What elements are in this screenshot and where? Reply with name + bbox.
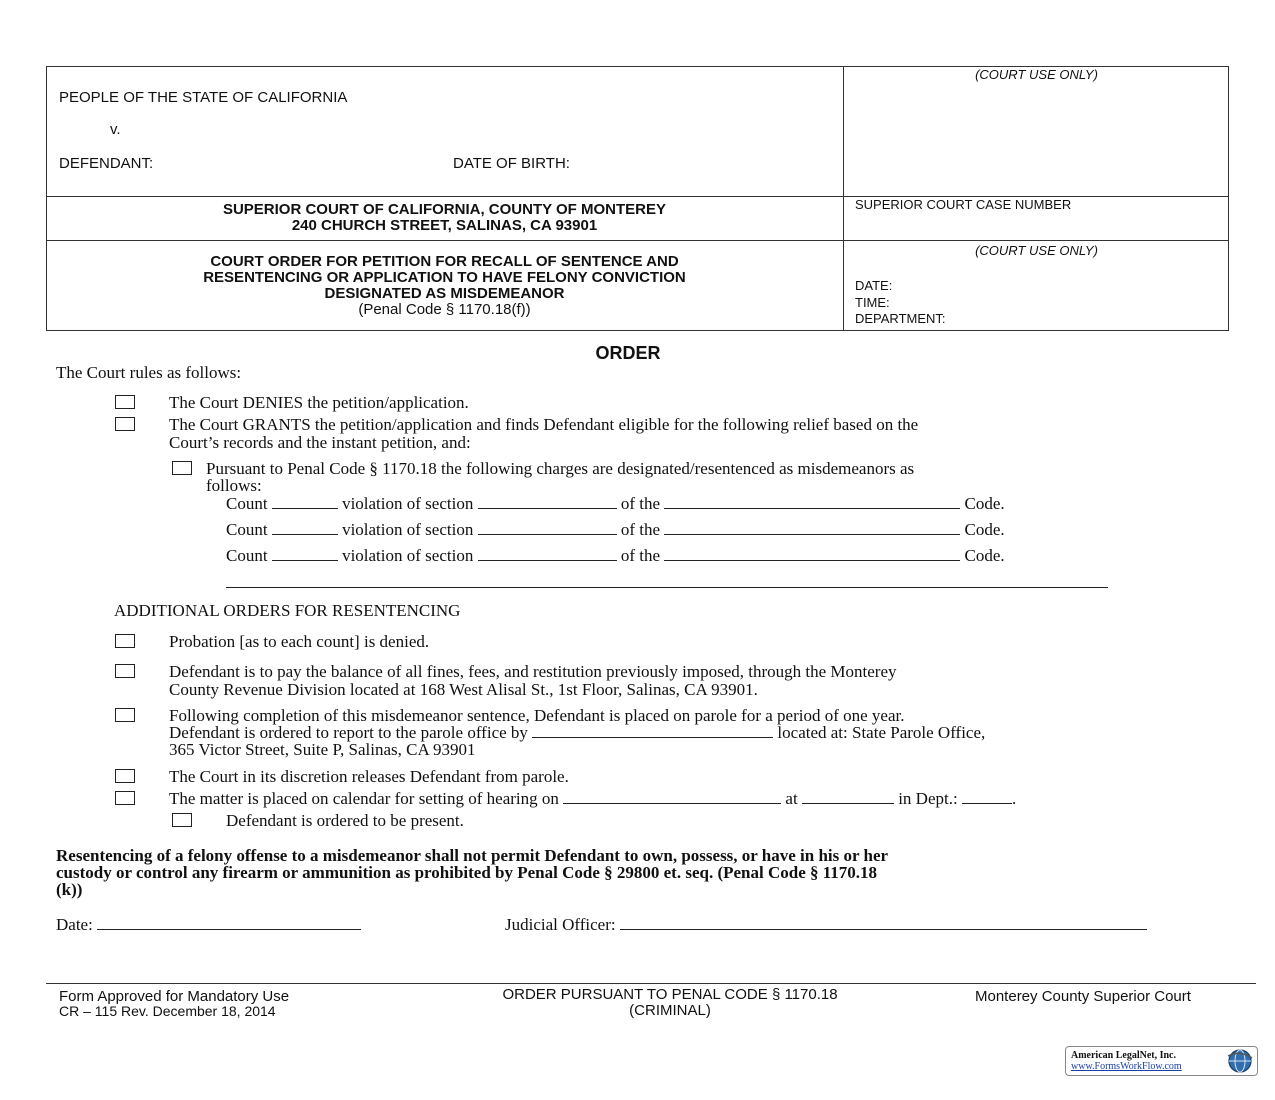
firearm-warning-line3: (k)) [56,880,83,899]
pursuant-text-line1: Pursuant to Penal Code § 1170.18 the following charges are designated/resentenced as misdemeanors as [206,459,915,478]
section-field[interactable] [478,520,617,535]
pay-balance-checkbox[interactable] [115,664,135,678]
calendar-dept-label: in Dept.: [898,789,958,808]
calendar-label: The matter is placed on calendar for setting of hearing on [169,789,559,808]
grants-text-line1: The Court GRANTS the petition/application and finds Defendant eligible for the following relief based on the [169,415,919,434]
pay-balance-line2: County Revenue Division located at 168 West Alisal St., 1st Floor, Salinas, CA 93901. [169,680,758,699]
hearing-dept-field[interactable] [962,789,1012,804]
court-address: 240 CHURCH STREET, SALINAS, CA 93901 [291,217,598,234]
denies-checkbox[interactable] [115,395,135,409]
of-the-label: of the [620,546,661,565]
calendar-line: The matter is placed on calendar for setting of hearing on at in Dept.: . [169,789,1017,808]
logo-url[interactable]: www.FormsWorkFlow.com [1071,1061,1182,1072]
hearing-department-label: DEPARTMENT: [855,311,946,326]
of-the-label: of the [620,520,661,539]
code-name-field[interactable] [664,494,960,509]
defendant-label: DEFENDANT: [59,155,154,172]
footer-rule [46,983,1256,984]
calendar-at-label: at [785,789,798,808]
code-label: Code. [964,546,1005,565]
count-number-field[interactable] [272,494,338,509]
footer-title-line2: (CRIMINAL) [629,1002,711,1019]
title-line-2: RESENTENCING OR APPLICATION TO HAVE FELONY CONVICTION [203,269,686,286]
code-name-field[interactable] [664,520,960,535]
firearm-warning-line2: custody or control any firearm or ammunition as prohibited by Penal Code § 29800 et. seq. (Penal Code § 1170.18 [56,863,878,882]
footer-title-line1: ORDER PURSUANT TO PENAL CODE § 1170.18 [502,986,838,1003]
count-number-field[interactable] [272,546,338,561]
dob-label: DATE OF BIRTH: [453,155,570,172]
title-line-1: COURT ORDER FOR PETITION FOR RECALL OF SENTENCE AND [210,253,679,270]
hearing-date-label: DATE: [855,278,893,293]
footer-court: Monterey County Superior Court [975,988,1191,1005]
section-field[interactable] [478,494,617,509]
additional-charges-line[interactable] [226,587,1108,588]
present-checkbox[interactable] [172,813,192,827]
additional-orders-heading: ADDITIONAL ORDERS FOR RESENTENCING [114,601,461,620]
release-parole-checkbox[interactable] [115,769,135,783]
order-intro: The Court rules as follows: [56,363,242,382]
count-label: Count [226,494,268,513]
count-row [226,520,1005,540]
court-use-only-bottom: (COURT USE ONLY) [975,243,1098,258]
pursuant-text-line2: follows: [206,476,262,495]
american-legalnet-logo [1065,1046,1258,1076]
judicial-officer [505,915,1147,935]
parole-report-date-field[interactable] [532,723,773,738]
present-text: Defendant is ordered to be present. [226,811,464,830]
parole-checkbox[interactable] [115,708,135,722]
parole-report-label: Defendant is ordered to report to the parole office by [169,723,528,742]
hearing-date-field[interactable] [563,789,781,804]
people-label: PEOPLE OF THE STATE OF CALIFORNIA [59,89,348,106]
calendar-checkbox[interactable] [115,791,135,805]
versus-label: v. [110,121,121,138]
code-name-field[interactable] [664,546,960,561]
order-heading: ORDER [595,343,661,363]
parole-line1: Following completion of this misdemeanor sentence, Defendant is placed on parole for a period of one year. [169,706,905,725]
judicial-officer-signature-field[interactable] [620,915,1147,930]
grants-checkbox[interactable] [115,417,135,431]
pay-balance-line1: Defendant is to pay the balance of all fines, fees, and restitution previously imposed, through the Monterey [169,662,897,681]
denies-text: The Court DENIES the petition/application. [169,393,469,412]
court-name: SUPERIOR COURT OF CALIFORNIA, COUNTY OF MONTEREY [222,201,667,218]
violation-label: violation of section [342,520,474,539]
count-number-field[interactable] [272,520,338,535]
title-line-4: (Penal Code § 1170.18(f)) [358,301,531,318]
signature-date-label: Date: [56,915,93,934]
code-label: Code. [964,520,1005,539]
footer-rev: CR – 115 Rev. December 18, 2014 [59,1003,276,1019]
count-row [226,494,1005,514]
signature-date-field[interactable] [97,915,361,930]
violation-label: violation of section [342,494,474,513]
footer-approved: Form Approved for Mandatory Use [59,988,290,1005]
violation-label: violation of section [342,546,474,565]
count-label: Count [226,546,268,565]
globe-icon [1226,1048,1254,1074]
count-row [226,546,1005,566]
parole-location-label: located at: State Parole Office, [777,723,986,742]
parole-line3: 365 Victor Street, Suite P, Salinas, CA 93901 [169,740,476,759]
grants-text-line2: Court’s records and the instant petition, and: [169,433,471,452]
of-the-label: of the [620,494,661,513]
pursuant-checkbox[interactable] [172,461,192,475]
hearing-time-field[interactable] [802,789,894,804]
probation-checkbox[interactable] [115,634,135,648]
caption-divider-2 [46,240,1229,241]
court-use-only-top: (COURT USE ONLY) [975,67,1098,82]
judicial-officer-label: Judicial Officer: [505,915,616,934]
code-label: Code. [964,494,1005,513]
section-field[interactable] [478,546,617,561]
title-line-3: DESIGNATED AS MISDEMEANOR [324,285,565,302]
release-parole-text: The Court in its discretion releases Defendant from parole. [169,767,569,786]
firearm-warning-line1: Resentencing of a felony offense to a misdemeanor shall not permit Defendant to own, possess, or have in his or her [56,846,889,865]
probation-text: Probation [as to each count] is denied. [169,632,430,651]
case-number-label: SUPERIOR COURT CASE NUMBER [855,197,1072,212]
logo-company-name: American LegalNet, Inc. [1071,1050,1176,1061]
caption-divider-vertical [843,66,844,331]
signature-date [56,915,361,935]
count-label: Count [226,520,268,539]
hearing-time-label: TIME: [855,295,890,310]
